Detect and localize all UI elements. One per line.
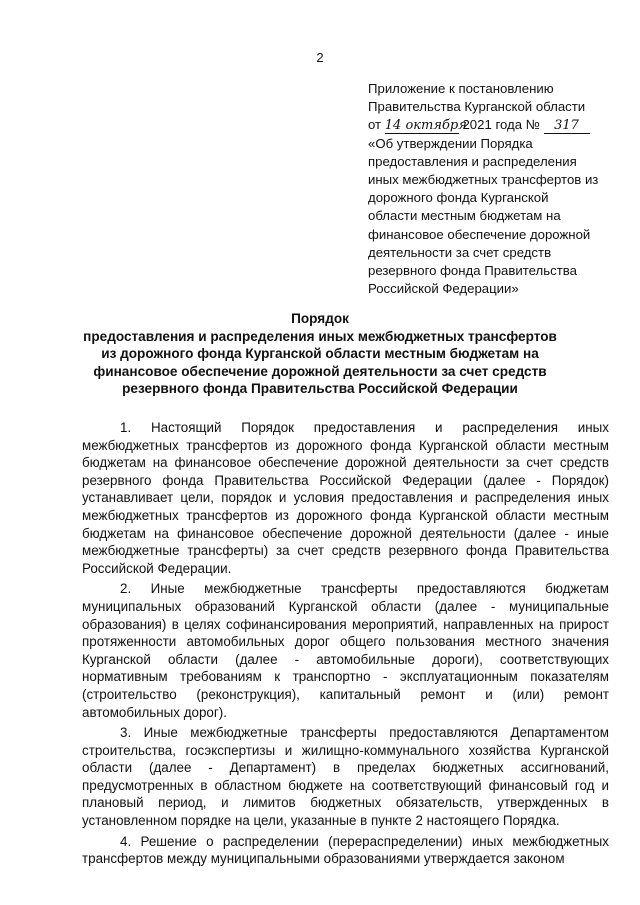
- document-body: [82, 419, 609, 871]
- title-line: из дорожного фонда Курганской области местным бюджетам на: [101, 346, 539, 362]
- appendix-line: Российской Федерации»: [368, 281, 519, 297]
- title-line: финансовое обеспечение дорожной деятельности за счет средств: [93, 363, 547, 379]
- paragraph-1: 1. Настоящий Порядок предоставления и распределения иных межбюджетных трансфертов из дорожного фонда Курганской области местным бюджетам на финансовое обеспечение дорожной деятельности за счет средств резервного фонда Правительства Российской Федерации (далее - Порядок) устанавливает цели, порядок и условия предоставления и распределения иных межбюджетных трансфертов из дорожного фонда Курганской области местным бюджетам на финансовое обеспечение дорожной деятельности (далее - иные межбюджетные трансферты) за счет средств резервного фонда Правительства Российской Федерации.: [82, 420, 609, 576]
- appendix-line: области местным бюджетам на: [368, 208, 561, 224]
- page-number: 2: [316, 50, 324, 65]
- paragraph-2: 2. Иные межбюджетные трансферты предоставляются бюджетам муниципальных образований Курганской области (далее - муниципальные образования) в целях софинансирования мероприятий, направленных на прирост протяженности автомобильных дорог общего пользования местного значения Курганской области (далее - автомобильные дороги), соответствующих нормативным требованиям к транспортно - эксплуатационным показателям (строительство (реконструкция), капитальный ремонт и (или) ремонт автомобильных дорог).: [82, 581, 609, 720]
- appendix-date-line: [368, 116, 616, 134]
- title-line: резервного фонда Правительства Российской Федерации: [122, 381, 518, 397]
- paragraph-4: 4. Решение о распределении (перераспределении) иных межбюджетных трансфертов между муниципальными образованиями утверждается законом: [82, 833, 609, 867]
- appendix-line: «Об утверждении Порядка: [368, 135, 533, 151]
- handwritten-date: 14 октября: [384, 118, 467, 134]
- appendix-block: [368, 80, 616, 298]
- appendix-line: Правительства Курганской области: [368, 99, 586, 115]
- document-title: [40, 310, 600, 398]
- appendix-line: резервного фонда Правительства: [368, 263, 577, 279]
- title-line: предоставления и распределения иных межбюджетных трансфертов: [83, 328, 557, 344]
- handwritten-number: 317: [544, 119, 590, 134]
- appendix-line: дорожного фонда Курганской: [368, 190, 549, 206]
- appendix-line: Приложение к постановлению: [368, 81, 554, 96]
- appendix-line: деятельности за счет средств: [368, 244, 552, 260]
- date-prefix: от: [368, 117, 382, 133]
- appendix-line: финансовое обеспечение дорожной: [368, 226, 591, 242]
- appendix-line: иных межбюджетных трансфертов из: [368, 172, 599, 188]
- appendix-line: предоставления и распределения: [368, 153, 577, 169]
- year-text: 2021 года №: [462, 117, 540, 133]
- title-line: Порядок: [291, 311, 349, 326]
- paragraph-3: 3. Иные межбюджетные трансферты предоставляются Департаментом строительства, госэкспертизы и жилищно-коммунального хозяйства Курганской области (далее - Департамент) в пределах бюджетных ассигнований, предусмотренных в областном бюджете на соответствующий финансовый год и плановый период, и лимитов бюджетных обязательств, утвержденных в установленном порядке на цели, указанные в пункте 2 настоящего Порядка.: [82, 725, 609, 829]
